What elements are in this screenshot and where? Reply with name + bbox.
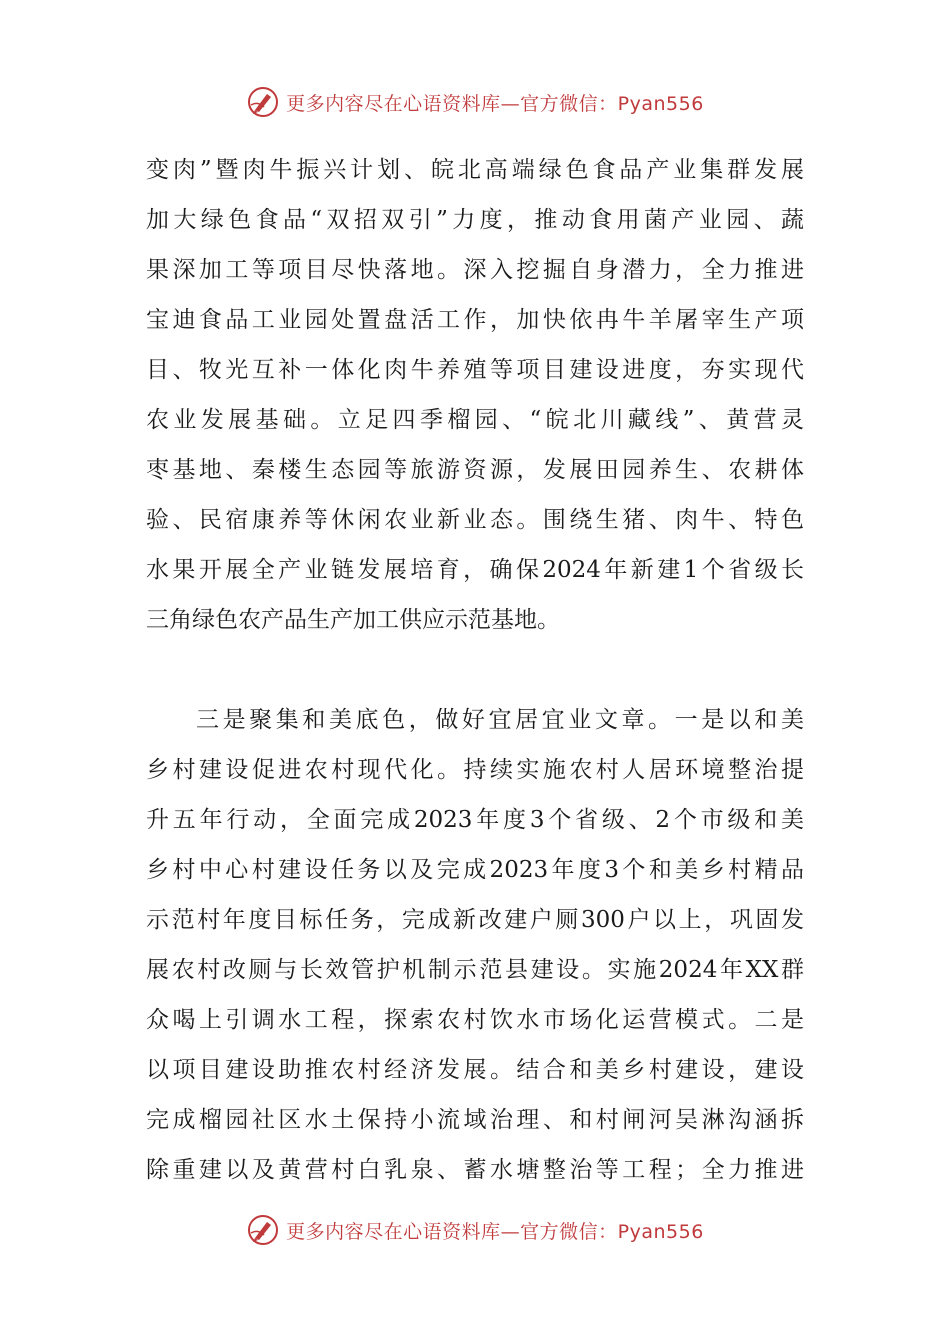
text-line: 加大绿色食品“双招双引”力度，推动食用菌产业园、蔬 xyxy=(146,207,804,233)
pen-quill-icon xyxy=(246,1213,280,1247)
text-line: 展农村改厕与长效管护机制示范县建设。实施2024年XX群 xyxy=(146,957,804,983)
watermark-banner-bottom xyxy=(0,1210,950,1250)
text-line: 示范村年度目标任务，完成新改建户厕300户以上，巩固发 xyxy=(146,907,804,933)
paragraph-2 xyxy=(146,695,804,1195)
paragraph-1 xyxy=(146,145,804,645)
document-body xyxy=(146,145,804,1195)
watermark-banner-top xyxy=(0,82,950,122)
text-line: 三是聚集和美底色，做好宜居宜业文章。一是以和美 xyxy=(196,707,804,733)
text-line: 众喝上引调水工程，探索农村饮水市场化运营模式。二是 xyxy=(146,1007,804,1033)
watermark-text: 更多内容尽在心语资料库—官方微信：Pyan556 xyxy=(286,1220,704,1243)
text-line: 完成榴园社区水土保持小流域治理、和村闸河吴淋沟涵拆 xyxy=(146,1107,804,1133)
text-line: 变肉”暨肉牛振兴计划、皖北高端绿色食品产业集群发展 xyxy=(146,157,804,183)
text-line: 果深加工等项目尽快落地。深入挖掘自身潜力，全力推进 xyxy=(146,257,804,283)
text-line: 验、民宿康养等休闲农业新业态。围绕生猪、肉牛、特色 xyxy=(146,507,804,533)
pen-quill-icon xyxy=(246,85,280,119)
text-line: 升五年行动，全面完成2023年度3个省级、2个市级和美 xyxy=(146,807,804,833)
paragraph-spacer xyxy=(146,645,804,695)
text-line: 农业发展基础。立足四季榴园、“皖北川藏线”、黄营灵 xyxy=(146,407,804,433)
watermark-text: 更多内容尽在心语资料库—官方微信：Pyan556 xyxy=(286,92,704,115)
text-line: 水果开展全产业链发展培育，确保2024年新建1个省级长 xyxy=(146,557,804,583)
text-line: 以项目建设助推农村经济发展。结合和美乡村建设，建设 xyxy=(146,1057,804,1083)
text-line: 三角绿色农产品生产加工供应示范基地。 xyxy=(146,607,560,633)
text-line: 除重建以及黄营村白乳泉、蓄水塘整治等工程；全力推进 xyxy=(146,1157,804,1183)
text-line: 枣基地、秦楼生态园等旅游资源，发展田园养生、农耕体 xyxy=(146,457,804,483)
text-line: 乡村建设促进农村现代化。持续实施农村人居环境整治提 xyxy=(146,757,804,783)
text-line: 目、牧光互补一体化肉牛养殖等项目建设进度，夯实现代 xyxy=(146,357,804,383)
text-line: 乡村中心村建设任务以及完成2023年度3个和美乡村精品 xyxy=(146,857,804,883)
text-line: 宝迪食品工业园处置盘活工作，加快依冉牛羊屠宰生产项 xyxy=(146,307,804,333)
